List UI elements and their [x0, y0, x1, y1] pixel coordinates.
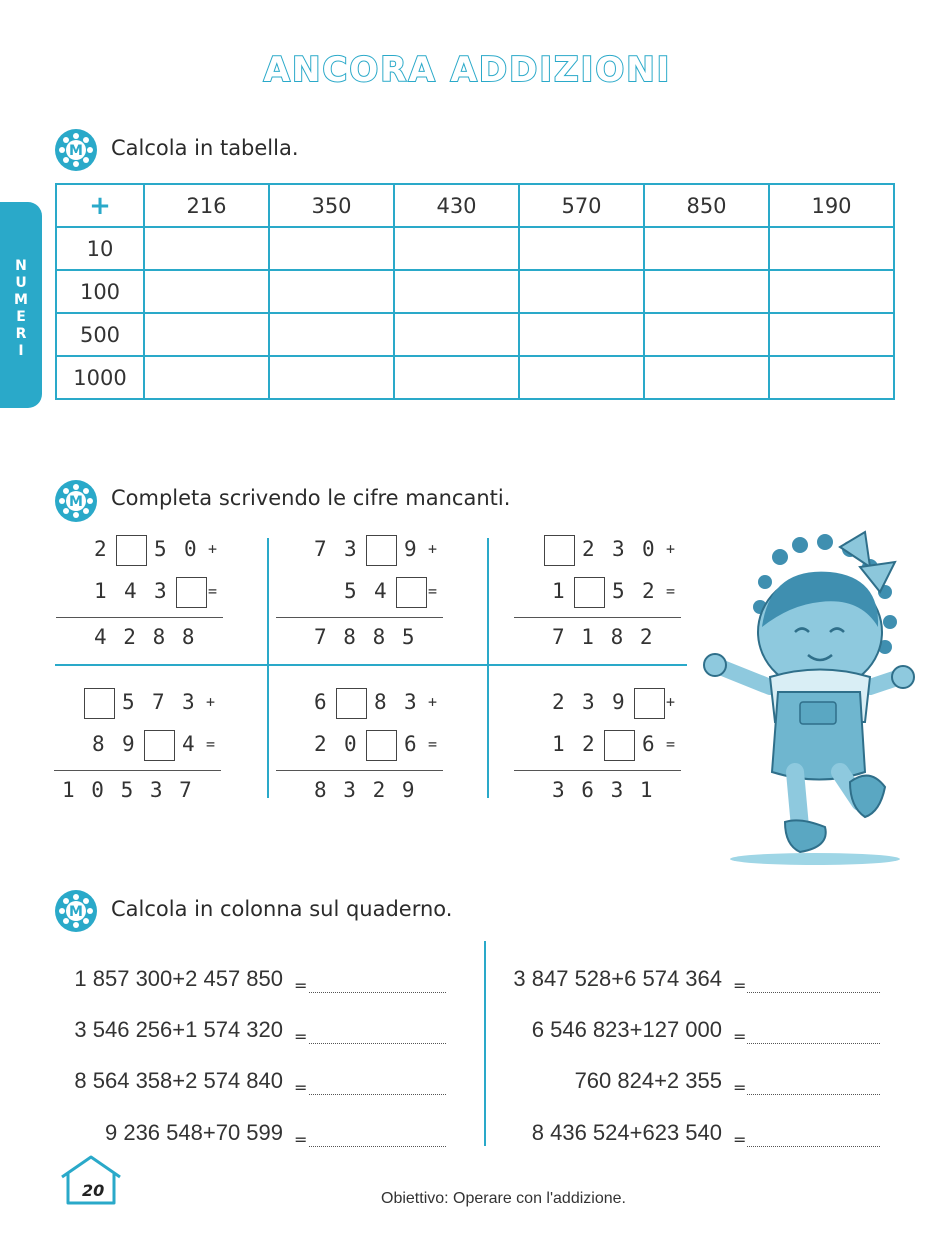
m-badge-icon [54, 889, 98, 933]
equals-sign: = [294, 1027, 308, 1046]
missing-digit-box[interactable] [116, 535, 147, 566]
equals-sign: = [294, 976, 308, 995]
table-row-header: 100 [56, 270, 144, 313]
table-row [56, 270, 894, 313]
equals-sign: = [294, 1130, 308, 1149]
answer-cell[interactable] [269, 313, 394, 356]
digit: 5 [122, 690, 135, 714]
answer-cell[interactable] [394, 227, 519, 270]
digit: 9 [122, 732, 135, 756]
digit: 5 [344, 579, 357, 603]
missing-digit-box[interactable] [574, 577, 605, 608]
answer-cell[interactable] [769, 270, 894, 313]
missing-digit-box[interactable] [336, 688, 367, 719]
answer-cell[interactable] [394, 356, 519, 399]
column-divider [484, 941, 486, 1146]
missing-digit-box[interactable] [634, 688, 665, 719]
digit: 2 [552, 690, 565, 714]
digit: 2 [642, 579, 655, 603]
plus-sign: + [206, 693, 216, 711]
answer-cell[interactable] [394, 313, 519, 356]
plus-sign: + [666, 540, 676, 558]
answer-cell[interactable] [144, 270, 269, 313]
digit: 5 [612, 579, 625, 603]
sum-line [276, 770, 443, 771]
digit: 3 [404, 690, 417, 714]
equals-sign: = [733, 1130, 747, 1149]
table-column-header: 570 [519, 184, 644, 227]
digit: 3 [154, 579, 167, 603]
equals-sign: = [733, 976, 747, 995]
digit: 3 [344, 537, 357, 561]
puzzle-result: 7 8 8 5 [314, 625, 415, 649]
digit: 1 [552, 579, 565, 603]
addition-expression: 1 857 300+2 457 850 [74, 966, 283, 991]
table-operator-cell [56, 184, 144, 227]
puzzle-grid-vertical [267, 538, 269, 798]
answer-line[interactable] [309, 1146, 446, 1147]
table-row [56, 356, 894, 399]
table-column-header: 850 [644, 184, 769, 227]
table-column-header: 350 [269, 184, 394, 227]
m-badge-letter: M [69, 143, 83, 159]
answer-cell[interactable] [519, 313, 644, 356]
digit: 8 [374, 690, 387, 714]
sum-line [54, 770, 221, 771]
addition-expression: 760 824+2 355 [574, 1068, 722, 1093]
answer-cell[interactable] [519, 227, 644, 270]
answer-cell[interactable] [644, 356, 769, 399]
addition-expression: 8 564 358+2 574 840 [74, 1068, 283, 1093]
table-column-header: 190 [769, 184, 894, 227]
digit: 9 [404, 537, 417, 561]
digit: 0 [184, 537, 197, 561]
instruction-calcola-tabella: Calcola in tabella. [111, 136, 299, 160]
answer-line[interactable] [309, 1094, 446, 1095]
equals-sign: = [294, 1078, 308, 1097]
digit: 1 [552, 732, 565, 756]
missing-digit-box[interactable] [604, 730, 635, 761]
section-side-tab [0, 202, 42, 408]
plus-sign: + [428, 540, 438, 558]
instruction-cifre-mancanti: Completa scrivendo le cifre mancanti. [111, 486, 511, 510]
answer-cell[interactable] [394, 270, 519, 313]
answer-line[interactable] [747, 992, 880, 993]
answer-cell[interactable] [269, 356, 394, 399]
addition-expression: 3 546 256+1 574 320 [74, 1017, 283, 1042]
digit: 2 [582, 732, 595, 756]
puzzle-result: 3 6 3 1 [552, 778, 653, 802]
answer-cell[interactable] [644, 270, 769, 313]
puzzle-result: 7 1 8 2 [552, 625, 653, 649]
puzzle-grid-vertical [487, 538, 489, 798]
answer-cell[interactable] [769, 356, 894, 399]
digit: 9 [612, 690, 625, 714]
digit: 4 [182, 732, 195, 756]
table-header-row [56, 184, 894, 227]
digit: 4 [374, 579, 387, 603]
m-badge-icon [54, 128, 98, 172]
answer-line[interactable] [747, 1094, 880, 1095]
page-title: ANCORA ADDIZIONI [263, 50, 672, 90]
plus-icon: + [89, 190, 111, 221]
sum-line [514, 617, 681, 618]
digit: 7 [152, 690, 165, 714]
plus-sign: + [428, 693, 438, 711]
answer-cell[interactable] [144, 227, 269, 270]
plus-sign: + [208, 540, 218, 558]
digit: 8 [92, 732, 105, 756]
table-row-header: 500 [56, 313, 144, 356]
digit: 4 [124, 579, 137, 603]
digit: 7 [314, 537, 327, 561]
puzzle-result: 1 0 5 3 7 [62, 778, 192, 802]
answer-cell[interactable] [644, 313, 769, 356]
equals-sign: = [206, 735, 216, 753]
answer-cell[interactable] [144, 313, 269, 356]
table-row [56, 227, 894, 270]
answer-cell[interactable] [144, 356, 269, 399]
missing-digit-box[interactable] [176, 577, 207, 608]
missing-digit-box[interactable] [84, 688, 115, 719]
sum-line [56, 617, 223, 618]
sum-line [276, 617, 443, 618]
answer-line[interactable] [309, 992, 446, 993]
equals-sign: = [666, 735, 676, 753]
page-number: 20 [82, 1181, 105, 1200]
puzzle-result: 4 2 8 8 [94, 625, 195, 649]
digit: 6 [314, 690, 327, 714]
equals-sign: = [428, 735, 438, 753]
table-row [56, 313, 894, 356]
table-row-header: 1000 [56, 356, 144, 399]
child-illustration [700, 527, 915, 872]
digit: 3 [182, 690, 195, 714]
missing-digit-box[interactable] [544, 535, 575, 566]
answer-line[interactable] [747, 1146, 880, 1147]
table-row-header: 10 [56, 227, 144, 270]
digit: 2 [94, 537, 107, 561]
addition-expression: 6 546 823+127 000 [531, 1017, 722, 1042]
addition-expression: 3 847 528+6 574 364 [513, 966, 722, 991]
puzzle-grid-horizontal [55, 664, 687, 666]
answer-cell[interactable] [519, 356, 644, 399]
equals-sign: = [733, 1027, 747, 1046]
answer-cell[interactable] [269, 227, 394, 270]
m-badge-icon [54, 479, 98, 523]
digit: 6 [642, 732, 655, 756]
addition-expression: 9 236 548+70 599 [104, 1120, 283, 1145]
missing-digit-box[interactable] [396, 577, 427, 608]
answer-cell[interactable] [769, 227, 894, 270]
equals-sign: = [733, 1078, 747, 1097]
digit: 2 [582, 537, 595, 561]
table-column-header: 430 [394, 184, 519, 227]
digit: 1 [94, 579, 107, 603]
equals-sign: = [428, 582, 438, 600]
missing-digit-box[interactable] [144, 730, 175, 761]
digit: 5 [154, 537, 167, 561]
objective-text: Obiettivo: Operare con l'addizione. [381, 1190, 626, 1207]
digit: 6 [404, 732, 417, 756]
digit: 3 [612, 537, 625, 561]
digit: 3 [582, 690, 595, 714]
answer-cell[interactable] [644, 227, 769, 270]
puzzle-result: 8 3 2 9 [314, 778, 415, 802]
answer-line[interactable] [747, 1043, 880, 1044]
addition-table [55, 183, 895, 400]
answer-cell[interactable] [269, 270, 394, 313]
answer-line[interactable] [309, 1043, 446, 1044]
instruction-calcola-colonna: Calcola in colonna sul quaderno. [111, 897, 453, 921]
addition-expression: 8 436 524+623 540 [531, 1120, 722, 1145]
equals-sign: = [208, 582, 218, 600]
m-badge-letter: M [69, 494, 83, 510]
digit: 2 [314, 732, 327, 756]
plus-sign: + [666, 693, 676, 711]
digit: 0 [642, 537, 655, 561]
m-badge-letter: M [69, 904, 83, 920]
table-column-header: 216 [144, 184, 269, 227]
missing-digit-box[interactable] [366, 535, 397, 566]
equals-sign: = [666, 582, 676, 600]
side-tab-label: N U M E R I [14, 258, 28, 359]
digit: 0 [344, 732, 357, 756]
sum-line [514, 770, 681, 771]
answer-cell[interactable] [519, 270, 644, 313]
missing-digit-box[interactable] [366, 730, 397, 761]
answer-cell[interactable] [769, 313, 894, 356]
